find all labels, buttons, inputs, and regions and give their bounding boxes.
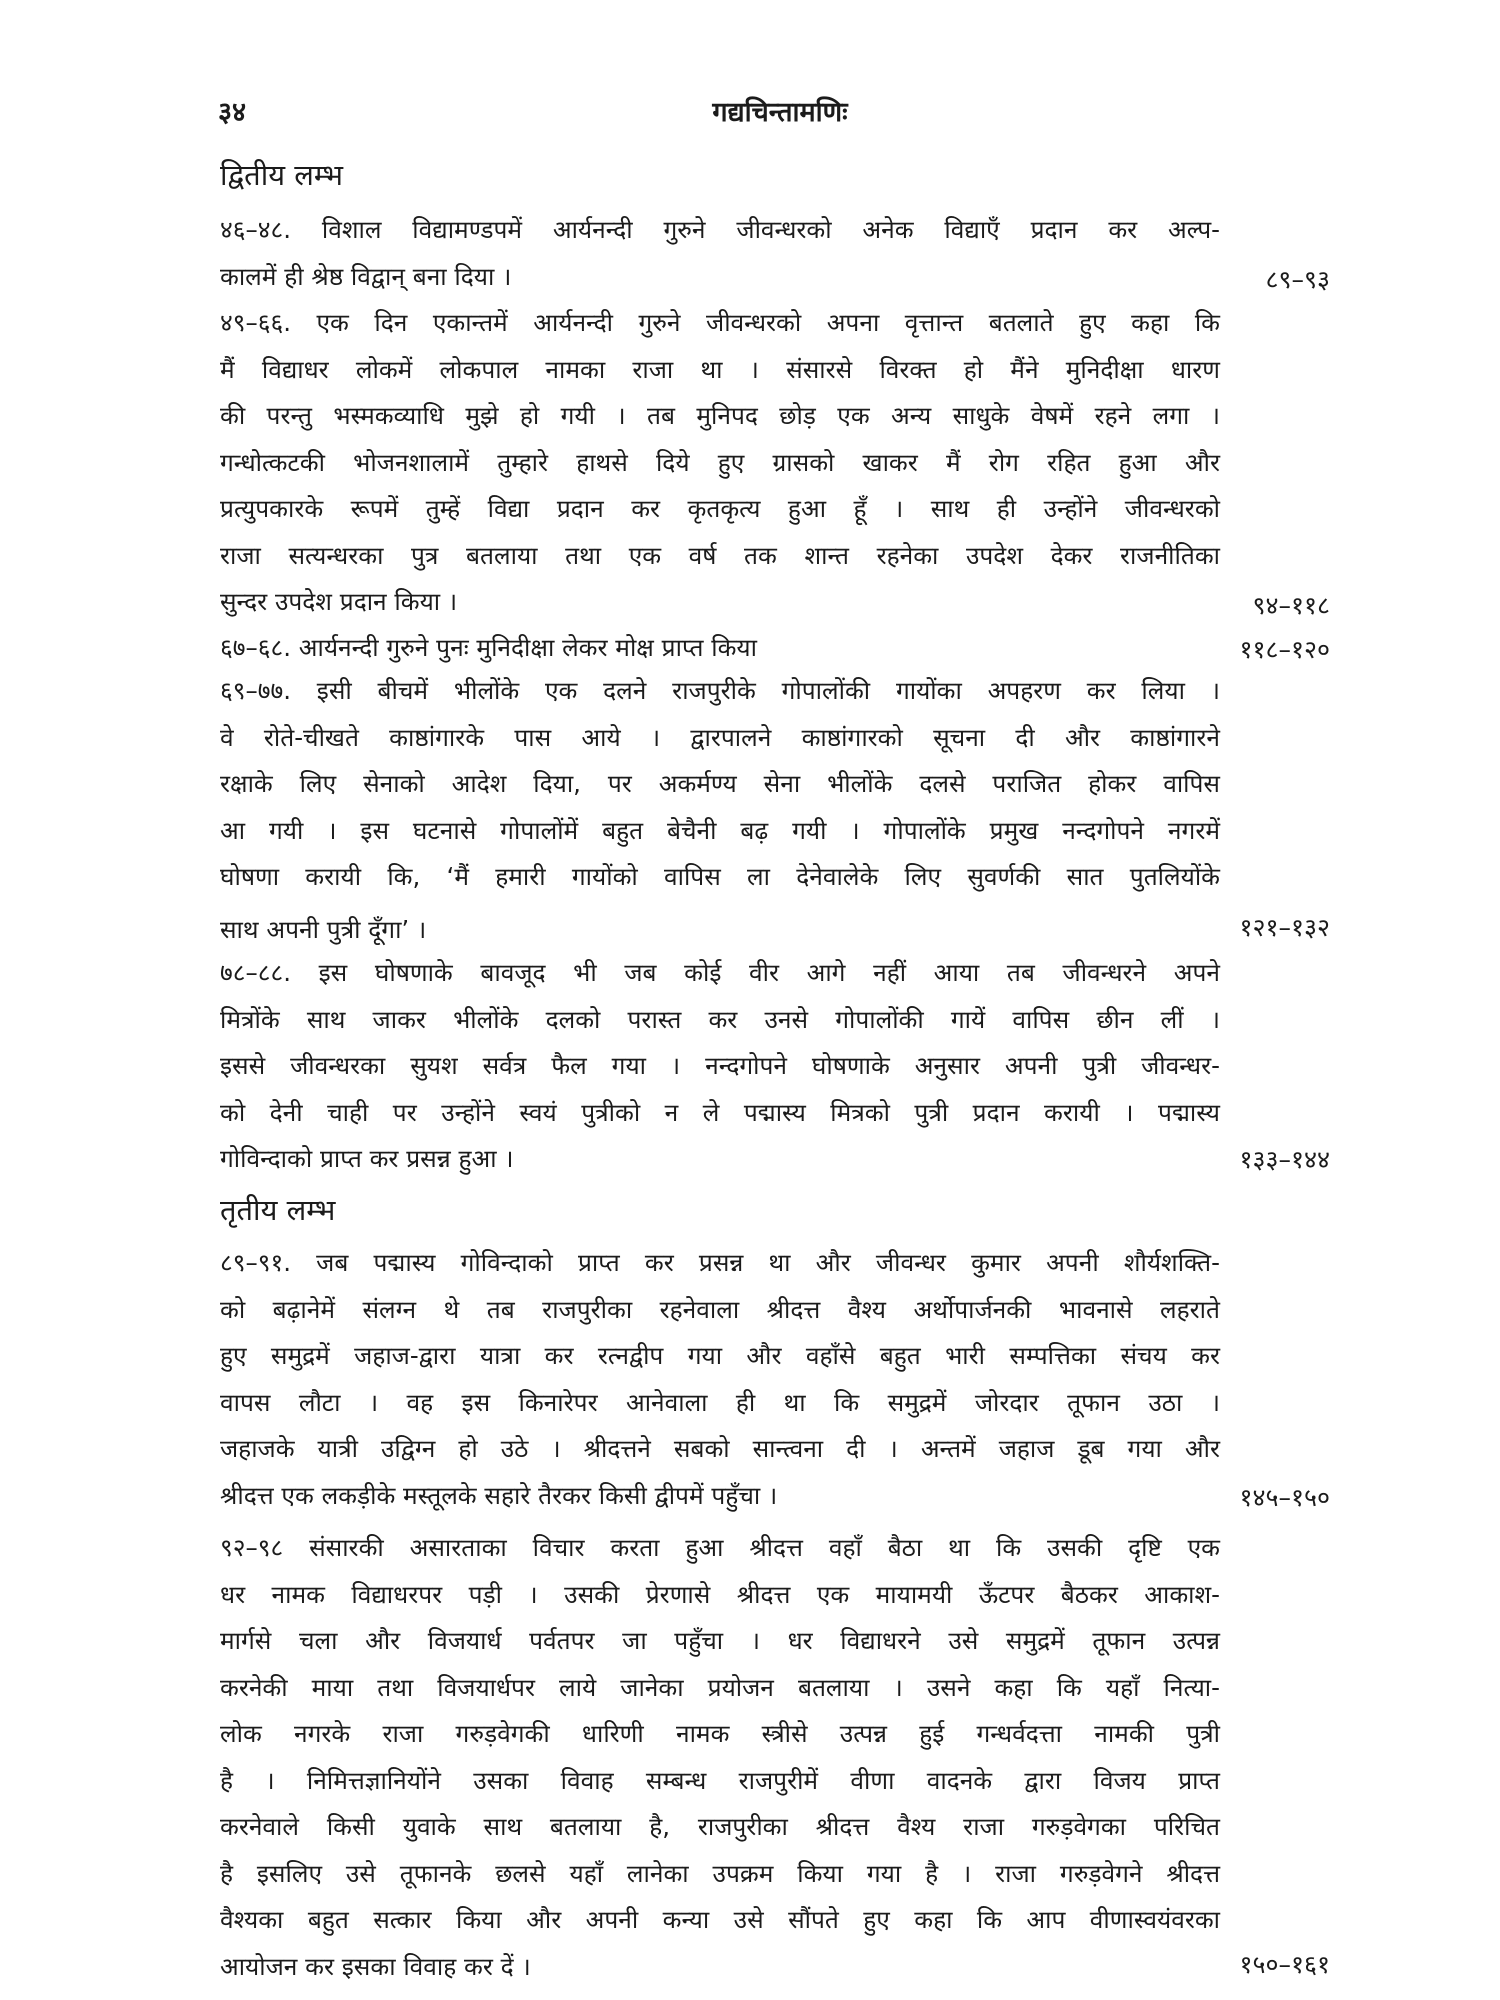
- text-line: श्रीदत्त एक लकड़ीके मस्तूलके सहारे तैरकर किसी द्वीपमें पहुँचा ।: [220, 1480, 778, 1510]
- text-line: ६७–६८. आर्यनन्दी गुरुने पुनः मुनिदीक्षा लेकर मोक्ष प्राप्त किया: [220, 633, 757, 662]
- verse-ref: १३३–१४४: [1239, 1145, 1330, 1174]
- text-line: सुन्दर उपदेश प्रदान किया ।: [220, 587, 458, 616]
- text-line: रक्षाके लिए सेनाको आदेश दिया, पर अकर्मण्य सेना भीलोंके दलसे पराजित होकर वापिस: [220, 769, 1220, 798]
- text-line: करनेवाले किसी युवाके साथ बतलाया है, राजपुरीका श्रीदत्त वैश्य राजा गरुड़वेगका परिचित: [220, 1812, 1220, 1841]
- text-line: वे रोते-चीखते काष्ठांगारके पास आये । द्वारपालने काष्ठांगारको सूचना दी और काष्ठांगारने: [220, 722, 1220, 752]
- text-line: ९२–९८ संसारकी असारताका विचार करता हुआ श्रीदत्त वहाँ बैठा था कि उसकी दृष्टि एक: [220, 1533, 1220, 1562]
- text-line: गन्धोत्कटकी भोजनशालामें तुम्हारे हाथसे दिये हुए ग्रासको खाकर मैं रोग रहित हुआ और: [220, 447, 1220, 477]
- text-line: जहाजके यात्री उद्विग्न हो उठे । श्रीदत्तने सबको सान्त्वना दी । अन्तमें जहाज डूब गया और: [220, 1434, 1220, 1463]
- text-line: हुए समुद्रमें जहाज-द्वारा यात्रा कर रत्नद्वीप गया और वहाँसे बहुत भारी सम्पत्तिका संचय कर: [220, 1341, 1220, 1370]
- verse-ref: १५०–१६१: [1239, 1950, 1330, 1979]
- text-line: ६९–७७. इसी बीचमें भीलोंके एक दलने राजपुरीके गोपालोंकी गायोंका अपहरण कर लिया ।: [220, 676, 1220, 705]
- entry-67-68: [220, 625, 1220, 672]
- text-line: को देनी चाही पर उन्होंने स्वयं पुत्रीको न ले पद्मास्य मित्रको पुत्री प्रदान करायी । पद्मास्य: [220, 1097, 1220, 1127]
- text-line: मैं विद्याधर लोकमें लोकपाल नामका राजा था । संसारसे विरक्त हो मैंने मुनिदीक्षा धारण: [220, 354, 1220, 384]
- verse-ref: १४५–१५०: [1239, 1483, 1330, 1512]
- entry-92-98: [220, 1525, 1220, 1990]
- text-line: प्रत्युपकारके रूपमें तुम्हें विद्या प्रदान कर कृतकृत्य हुआ हूँ । साथ ही उन्होंने जीवन्धरको: [220, 494, 1220, 523]
- text-line: वैश्यका बहुत सत्कार किया और अपनी कन्या उसे सौंपते हुए कहा कि आप वीणास्वयंवरका: [220, 1905, 1220, 1934]
- entry-89-91: [220, 1240, 1220, 1519]
- verse-ref: ९४–११८: [1252, 591, 1330, 620]
- entry-78-88: [220, 950, 1220, 1183]
- section-title-tritiya: तृतीय लम्भ: [220, 1193, 336, 1227]
- text-line: लोक नगरके राजा गरुड़वेगकी धारिणी नामक स्त्रीसे उत्पन्न हुई गन्धर्वदत्ता नामकी पुत्री: [220, 1719, 1220, 1748]
- book-title: गद्यचिन्तामणिः: [712, 97, 848, 128]
- verse-ref: ११८–१२०: [1239, 635, 1330, 664]
- text-line: ४६–४८. विशाल विद्यामण्डपमें आर्यनन्दी गुरुने जीवन्धरको अनेक विद्याएँ प्रदान कर अल्प-: [220, 215, 1220, 244]
- text-line: कालमें ही श्रेष्ठ विद्वान् बना दिया ।: [220, 261, 512, 291]
- page-number: ३४: [218, 97, 247, 128]
- text-line: धर नामक विद्याधरपर पड़ी । उसकी प्रेरणासे श्रीदत्त एक मायामयी ऊँटपर बैठकर आकाश-: [220, 1579, 1220, 1609]
- text-line: वापस लौटा । वह इस किनारेपर आनेवाला ही था कि समुद्रमें जोरदार तूफान उठा ।: [220, 1387, 1220, 1417]
- text-line: है इसलिए उसे तूफानके छलसे यहाँ लानेका उपक्रम किया गया है । राजा गरुड़वेगने श्रीदत्त: [220, 1858, 1220, 1888]
- text-line: ७८–८८. इस घोषणाके बावजूद भी जब कोई वीर आगे नहीं आया तब जीवन्धरने अपने: [220, 958, 1220, 987]
- text-line: है । निमित्तज्ञानियोंने उसका विवाह सम्बन्ध राजपुरीमें वीणा वादनके द्वारा विजय प्राप्त: [220, 1765, 1220, 1795]
- text-line: आ गयी । इस घटनासे गोपालोंमें बहुत बेचैनी बढ़ गयी । गोपालोंके प्रमुख नन्दगोपने नगरमें: [220, 815, 1220, 845]
- text-line: साथ अपनी पुत्री दूँगा’ ।: [220, 914, 427, 944]
- text-line: आयोजन कर इसका विवाह कर दें ।: [220, 1951, 531, 1981]
- text-line: ४९–६६. एक दिन एकान्तमें आर्यनन्दी गुरुने जीवन्धरको अपना वृत्तान्त बतलाते हुए कहा कि: [220, 308, 1220, 337]
- verse-ref: १२१–१३२: [1239, 913, 1330, 942]
- entry-46-48: [220, 207, 1220, 300]
- text-line: करनेकी माया तथा विजयार्धपर लाये जानेका प्रयोजन बतलाया । उसने कहा कि यहाँ नित्या-: [220, 1672, 1220, 1702]
- text-line: इससे जीवन्धरका सुयश सर्वत्र फैल गया । नन्दगोपने घोषणाके अनुसार अपनी पुत्री जीवन्धर-: [220, 1051, 1220, 1080]
- text-line: मार्गसे चला और विजयार्ध पर्वतपर जा पहुँचा । धर विद्याधरने उसे समुद्रमें तूफान उत्पन्न: [220, 1626, 1220, 1655]
- section-title-dvitiya: द्वितीय लम्भ: [220, 158, 344, 192]
- text-line: मित्रोंके साथ जाकर भीलोंके दलको परास्त कर उनसे गोपालोंकी गायें वापिस छीन लीं ।: [220, 1004, 1220, 1034]
- text-line: को बढ़ानेमें संलग्न थे तब राजपुरीका रहनेवाला श्रीदत्त वैश्य अर्थोपार्जनकी भावनासे लहराते: [220, 1294, 1220, 1324]
- entry-49-66: [220, 300, 1220, 626]
- text-line: ८९–९१. जब पद्मास्य गोविन्दाको प्राप्त कर प्रसन्न था और जीवन्धर कुमार अपनी शौर्यशक्ति-: [220, 1248, 1220, 1277]
- text-line: राजा सत्यन्धरका पुत्र बतलाया तथा एक वर्ष तक शान्त रहनेका उपदेश देकर राजनीतिका: [220, 540, 1220, 570]
- verse-ref: ८९–९३: [1265, 265, 1330, 294]
- text-line: घोषणा करायी कि, ‘मैं हमारी गायोंको वापिस ला देनेवालेके लिए सुवर्णकी सात पुतलियोंके: [220, 862, 1220, 891]
- text-line: की परन्तु भस्मकव्याधि मुझे हो गयी । तब मुनिपद छोड़ एक अन्य साधुके वेषमें रहने लगा ।: [220, 401, 1220, 430]
- entry-69-77: [220, 668, 1220, 953]
- text-line: गोविन्दाको प्राप्त कर प्रसन्न हुआ ।: [220, 1144, 514, 1173]
